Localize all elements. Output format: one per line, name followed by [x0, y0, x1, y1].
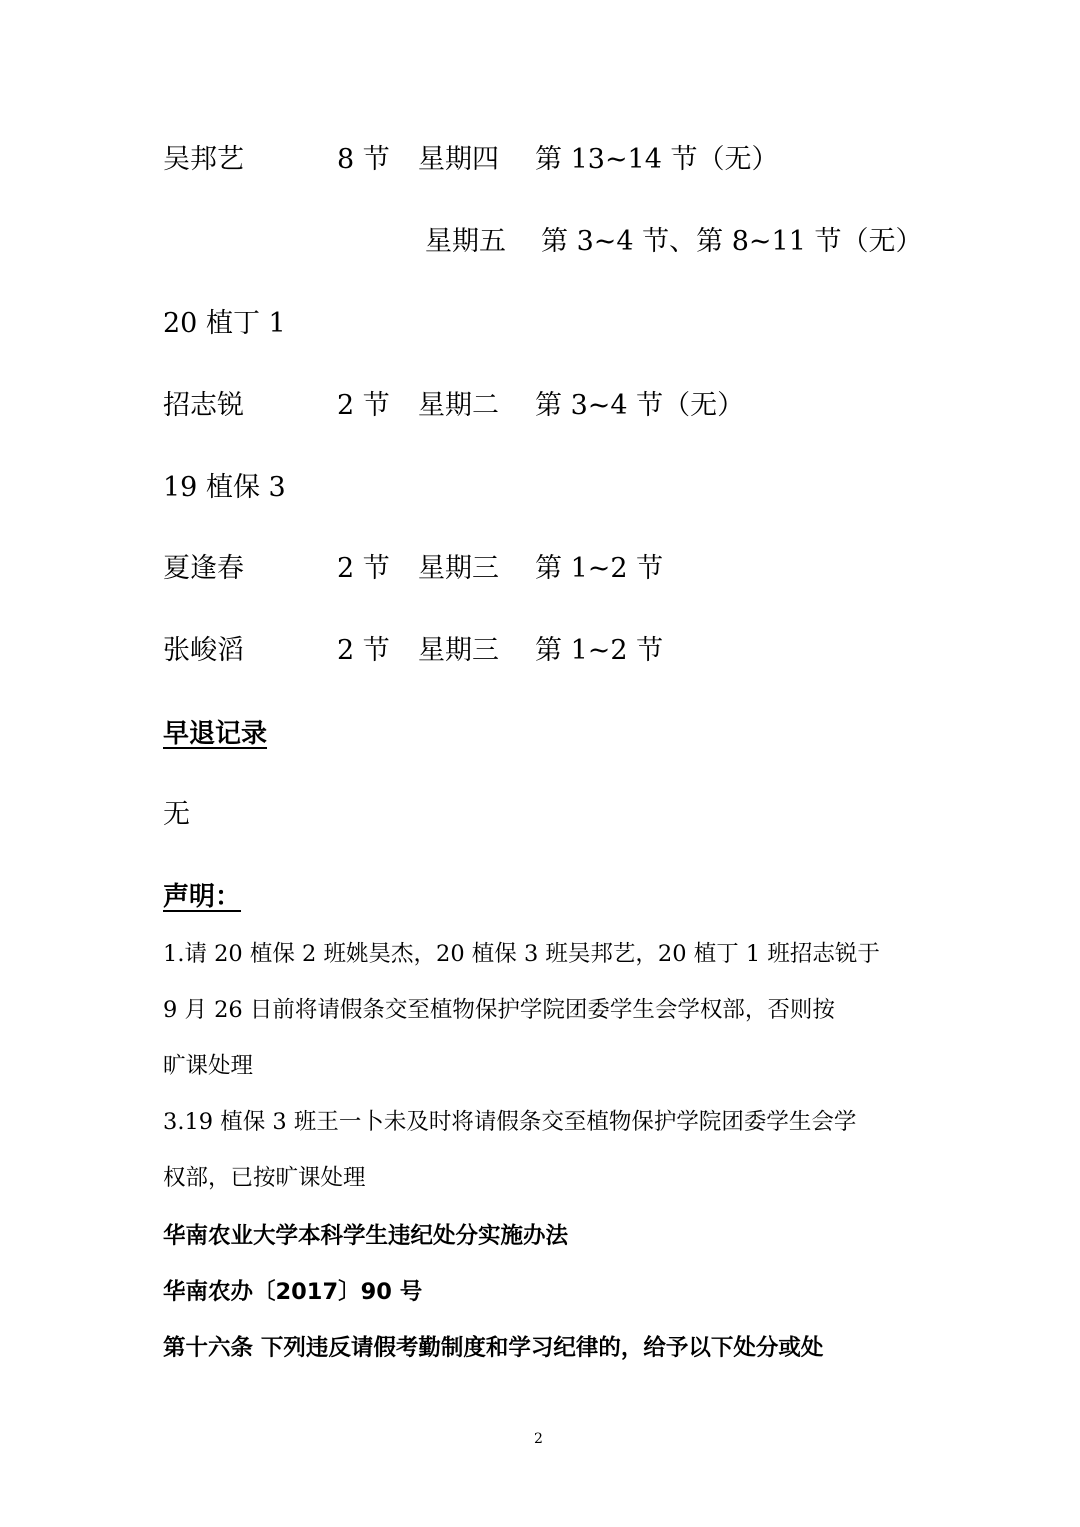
absence-period: 第 1~2 节 — [535, 553, 664, 584]
absence-period: 第 1~2 节 — [535, 635, 664, 666]
statement-item-1-cont: 旷课处理 — [163, 1053, 254, 1079]
statement-heading: 声明： — [163, 882, 242, 912]
class-label: 20 植丁 1 — [163, 308, 286, 339]
class-label: 19 植保 3 — [163, 472, 286, 503]
regulation-article: 第十六条 下列违反请假考勤制度和学习纪律的，给予以下处分或处 — [163, 1335, 824, 1361]
absence-hours: 8 节 — [337, 144, 390, 175]
absence-day: 星期五 — [425, 226, 506, 257]
absence-hours: 2 节 — [337, 553, 390, 584]
statement-item-1-cont: 9 月 26 日前将请假条交至植物保护学院团委学生会学权部，否则按 — [163, 997, 835, 1023]
student-name: 招志锐 — [163, 390, 244, 421]
student-name: 张峻滔 — [163, 635, 244, 666]
regulation-title: 华南农业大学本科学生违纪处分实施办法 — [163, 1223, 569, 1249]
absence-period: 第 3~4 节（无） — [535, 390, 745, 421]
absence-day: 星期四 — [418, 144, 499, 175]
absence-day: 星期二 — [418, 390, 499, 421]
absence-period: 第 3~4 节、第 8~11 节（无） — [541, 226, 923, 257]
early-leave-content: 无 — [163, 799, 190, 830]
regulation-doc-number: 华南农办〔2017〕90 号 — [163, 1279, 423, 1305]
absence-day: 星期三 — [418, 635, 499, 666]
absence-day: 星期三 — [418, 553, 499, 584]
early-leave-heading: 早退记录 — [163, 719, 268, 749]
statement-item-1: 1.请 20 植保 2 班姚昊杰，20 植保 3 班吴邦艺，20 植丁 1 班招志锐于 — [163, 941, 880, 967]
statement-item-3-cont: 权部，已按旷课处理 — [163, 1165, 366, 1191]
student-name: 夏逢春 — [163, 553, 244, 584]
student-name: 吴邦艺 — [163, 144, 244, 175]
absence-hours: 2 节 — [337, 635, 390, 666]
statement-item-3: 3.19 植保 3 班王一卜未及时将请假条交至植物保护学院团委学生会学 — [163, 1109, 857, 1135]
absence-hours: 2 节 — [337, 390, 390, 421]
page-number: 2 — [534, 1431, 543, 1447]
absence-period: 第 13~14 节（无） — [535, 144, 779, 175]
